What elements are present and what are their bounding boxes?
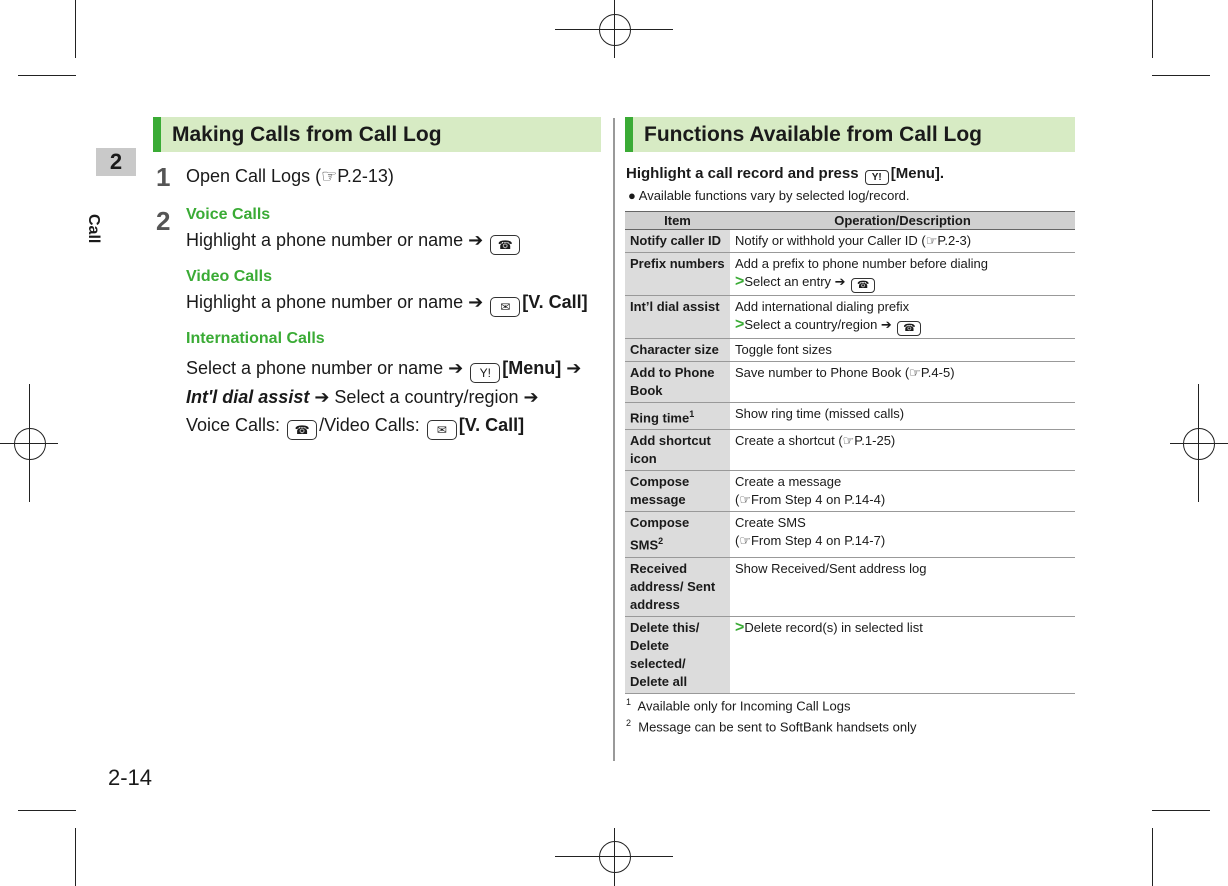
table-row	[625, 403, 1075, 430]
bullet-text: Available functions vary by selected log/record.	[638, 188, 910, 203]
desc-text: Create a message	[735, 474, 842, 490]
registration-mark	[1183, 428, 1215, 460]
functions-table	[625, 211, 1075, 694]
international-calls-instruction	[186, 354, 596, 440]
intl-voice-label: Voice Calls:	[186, 415, 281, 435]
table-row	[625, 339, 1075, 362]
step-1-text: Open Call Logs (☞P.2-13)	[186, 166, 394, 186]
footnote-mark: 1	[626, 697, 632, 707]
yahoo-key-icon: Y!	[865, 170, 889, 185]
intro-line	[626, 165, 944, 185]
intl-video-label: /Video Calls:	[319, 415, 420, 435]
crop-mark	[1152, 810, 1210, 811]
video-calls-text: Highlight a phone number or name ➔	[186, 292, 484, 312]
international-calls-title: International Calls	[186, 330, 325, 347]
item-cell: Notify caller ID	[625, 230, 730, 253]
voice-calls-title: Voice Calls	[186, 206, 271, 223]
item-cell: Add to Phone Book	[625, 362, 730, 403]
intl-line-3	[186, 411, 596, 440]
footnote-mark: 2	[626, 718, 632, 728]
crop-mark	[18, 810, 76, 811]
desc-ref: (☞From Step 4 on P.14-7)	[735, 533, 886, 549]
call-key-icon: ☎	[490, 235, 520, 255]
footnote-1	[626, 697, 850, 713]
video-calls-title: Video Calls	[186, 268, 272, 285]
item-cell: Compose message	[625, 471, 730, 512]
column-header-item: Item	[625, 212, 730, 230]
voice-calls-instruction	[186, 230, 522, 255]
video-call-key-label: [V. Call]	[458, 415, 525, 435]
desc-cell	[730, 471, 1075, 512]
footnote-text: Message can be sent to SoftBank handsets only	[638, 719, 917, 735]
item-cell: Delete this/ Delete selected/ Delete all	[625, 616, 730, 693]
bullet-note	[628, 188, 910, 203]
section-heading-making-calls: Making Calls from Call Log	[153, 117, 601, 152]
table-row	[625, 230, 1075, 253]
item-cell: Ring time$^1$	[625, 403, 730, 430]
intl-line-2	[186, 383, 596, 411]
footnote-2	[626, 718, 916, 734]
table-row	[625, 512, 1075, 557]
desc-text: Add a prefix to phone number before dialing	[735, 256, 988, 271]
desc-cell: Show ring time (missed calls)	[730, 403, 1075, 430]
footnote-mark: 2	[658, 536, 664, 547]
step-arrow-icon: >	[735, 273, 745, 290]
intl-line-1	[186, 354, 596, 383]
item-cell: Int’l dial assist	[625, 296, 730, 339]
desc-cell: Show Received/Sent address log	[730, 557, 1075, 616]
table-row	[625, 253, 1075, 296]
item-cell: Prefix numbers	[625, 253, 730, 296]
intro-text: Highlight a call record and press	[626, 165, 859, 182]
desc-text: Create SMS	[735, 515, 806, 531]
column-divider	[613, 118, 615, 761]
video-call-key-label: [V. Call]	[522, 292, 588, 312]
registration-mark	[599, 14, 631, 46]
desc-cell: Notify or withhold your Caller ID (☞P.2-3)	[730, 230, 1075, 253]
desc-cell: Toggle font sizes	[730, 339, 1075, 362]
menu-key-label: [Menu] ➔	[502, 358, 582, 378]
desc-sub: >Select a country/region ➔ ☎	[735, 316, 1070, 336]
intro-menu-label: [Menu].	[890, 165, 945, 182]
step-number-1: 1	[156, 162, 171, 192]
section-heading-functions: Functions Available from Call Log	[625, 117, 1075, 152]
table-row	[625, 557, 1075, 616]
registration-mark	[599, 841, 631, 873]
crop-mark	[75, 828, 76, 886]
chapter-number: 2	[96, 148, 136, 176]
table-row	[625, 430, 1075, 471]
step-arrow-icon: >	[735, 618, 745, 636]
desc-text: Add international dialing prefix	[735, 299, 910, 314]
footnote-mark: 1	[689, 409, 695, 419]
chapter-name: Call	[85, 214, 102, 244]
page-number: 2-14	[108, 765, 153, 790]
item-cell: Compose SMS$^2$	[625, 512, 730, 557]
mail-key-icon: ✉	[490, 297, 520, 317]
crop-mark	[1152, 75, 1210, 76]
intl-dial-assist-label: Int'l dial assist	[186, 387, 310, 407]
desc-sub: >Select an entry ➔ ☎	[735, 273, 1070, 293]
intl-line-1-text: Select a phone number or name ➔	[186, 358, 464, 378]
table-header-row	[625, 212, 1075, 230]
crop-mark	[1152, 828, 1153, 886]
video-calls-instruction	[186, 292, 588, 317]
call-key-icon: ☎	[287, 420, 317, 440]
registration-mark	[14, 428, 46, 460]
column-header-operation: Operation/Description	[730, 212, 1075, 230]
yahoo-key-icon: Y!	[470, 363, 500, 383]
item-cell: Character size	[625, 339, 730, 362]
desc-cell	[730, 253, 1075, 296]
table-row	[625, 296, 1075, 339]
call-key-icon: ☎	[851, 278, 875, 293]
desc-cell: Save number to Phone Book (☞P.4-5)	[730, 362, 1075, 403]
desc-cell: >Delete record(s) in selected list	[730, 616, 1075, 693]
desc-cell	[730, 296, 1075, 339]
voice-calls-text: Highlight a phone number or name ➔	[186, 230, 484, 250]
intl-line-2-text: ➔ Select a country/region ➔	[314, 387, 539, 407]
mail-key-icon: ✉	[427, 420, 457, 440]
table-row	[625, 471, 1075, 512]
crop-mark	[18, 75, 76, 76]
desc-cell: Create a shortcut (☞P.1-25)	[730, 430, 1075, 471]
item-cell: Received address/ Sent address	[625, 557, 730, 616]
table-row	[625, 616, 1075, 693]
footnote-text: Available only for Incoming Call Logs	[637, 698, 851, 714]
desc-ref: (☞From Step 4 on P.14-4)	[735, 492, 886, 508]
desc-cell	[730, 512, 1075, 557]
crop-mark	[75, 0, 76, 58]
step-arrow-icon: >	[735, 316, 745, 333]
call-key-icon: ☎	[897, 321, 921, 336]
bullet-icon: ●	[628, 188, 636, 203]
item-cell: Add shortcut icon	[625, 430, 730, 471]
crop-mark	[1152, 0, 1153, 58]
table-row	[625, 362, 1075, 403]
step-number-2: 2	[156, 206, 171, 236]
